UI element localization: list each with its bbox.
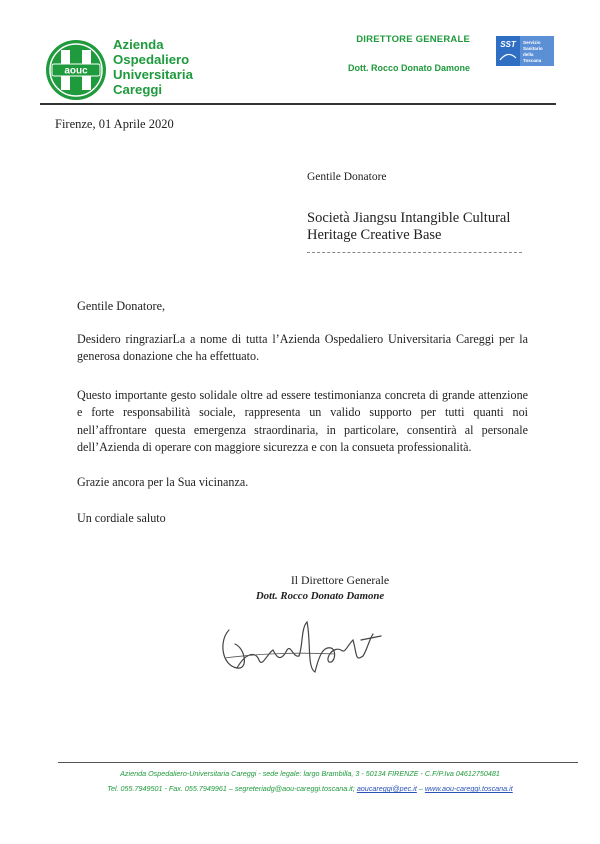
aouc-logo-icon xyxy=(44,38,108,102)
footer-contacts xyxy=(40,784,580,793)
sst-logo-icon xyxy=(496,36,554,66)
org-line: Azienda xyxy=(113,37,164,52)
recipient-salutation: Gentile Donatore xyxy=(307,171,387,183)
sst-text-line: Servizio xyxy=(523,40,541,45)
sst-abbr: SST xyxy=(500,40,516,49)
footer-separator: – xyxy=(416,784,425,793)
recipient-name: Società Jiangsu Intangible Cultural Heritage Creative Base xyxy=(307,210,511,243)
sst-text-line: Toscana xyxy=(523,58,542,63)
recipient-divider xyxy=(307,252,522,253)
sst-text-line: della xyxy=(523,52,534,57)
handwritten-signature xyxy=(215,610,385,685)
paragraph-closing-thanks: Grazie ancora per la Sua vicinanza. xyxy=(77,475,249,489)
director-name: Dott. Rocco Donato Damone xyxy=(347,63,470,73)
org-line: Ospedaliero xyxy=(113,52,190,67)
signatory-title: Il Direttore Generale xyxy=(290,573,390,587)
footer-phone-email: Tel. 055.7949501 - Fax. 055.7949961 – segreteriadg@aou-careggi.toscana.it; xyxy=(107,784,355,793)
footer-website-link[interactable]: www.aou-careggi.toscana.it xyxy=(424,784,513,793)
paragraph-gesture: Questo importante gesto solidale oltre ad essere testimonianza concreta di grande attenzione e forte responsabilità sociale, rappresenta un valido supporto per tutti quanti noi nell’affrontare questa emergenza straordinaria, in particolare, consentirà al personale dell’Azienda di operare con maggiore sicurezza e con la consueta professionalità. xyxy=(77,388,528,454)
header-divider xyxy=(40,103,556,105)
paragraph-regards: Un cordiale saluto xyxy=(77,511,166,525)
org-line: Careggi xyxy=(113,82,163,97)
footer-address: Azienda Ospedaliero-Universitaria Careggi - sede legale: largo Brambilla, 3 - 50134 FIRENZE - C.F/P.Iva 04612750481 xyxy=(120,769,500,778)
organization-name xyxy=(113,37,243,97)
footer-pec-link[interactable]: aoucareggi@pec.it xyxy=(356,784,417,793)
greeting: Gentile Donatore, xyxy=(77,299,166,313)
signatory-name: Dott. Rocco Donato Damone xyxy=(255,590,385,602)
footer-divider xyxy=(58,762,578,763)
director-header xyxy=(300,34,470,73)
org-line: Universitaria xyxy=(113,67,193,82)
sst-text-line: Sanitario xyxy=(523,46,543,51)
director-title: DIRETTORE GENERALE xyxy=(356,34,470,45)
letter-date: Firenze, 01 Aprile 2020 xyxy=(55,117,174,131)
paragraph-thanks: Desidero ringraziarLa a nome di tutta l’Azienda Ospedaliero Universitaria Careggi per la generosa donazione che ha effettuato. xyxy=(77,332,528,364)
logo-label: aouc xyxy=(64,65,88,77)
